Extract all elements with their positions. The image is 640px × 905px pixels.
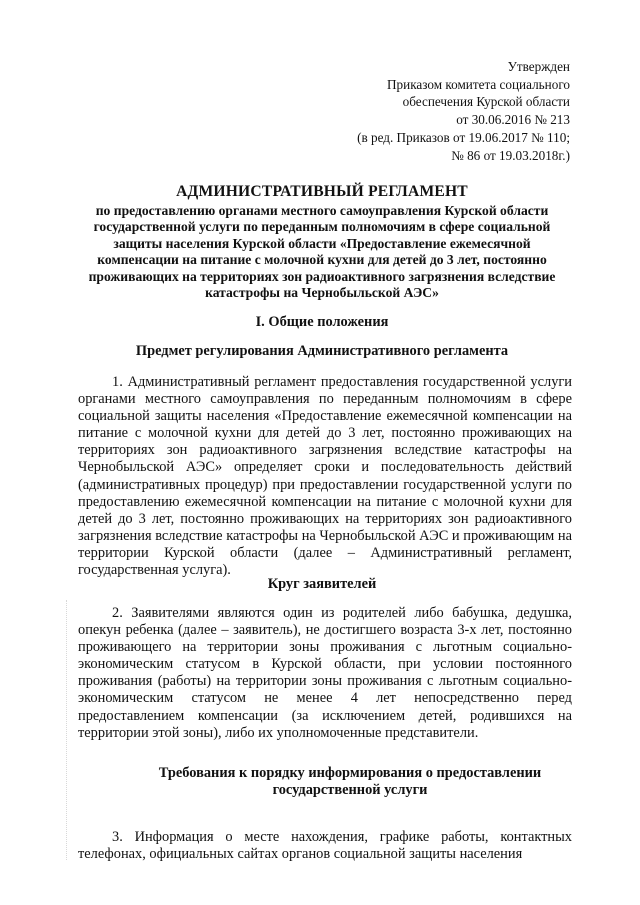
applicants-heading: Круг заявителей	[267, 576, 377, 592]
document-title-block	[78, 182, 566, 301]
scan-margin-artifact	[66, 600, 69, 860]
approval-line: Утвержден	[507, 59, 570, 74]
approval-line: обеспечения Курской области	[402, 94, 570, 110]
paragraph-2: 2. Заявителями являются один из родителей либо бабушка, дедушка, опекун ребенка (далее – заявитель), не достигшего возраста 3-х лет, постоянно проживающего на территории зоны проживания с льготным социально-экономическим статусом в Курской области, при условии постоянного проживания (работы) на территории зоны проживания с льготным социально-экономическим статусом не менее 4 лет непосредственно перед предоставлением компенсации (за исключением детей, родившихся на территории этой зоны), либо их уполномоченные представители.	[78, 605, 572, 741]
document-title: АДМИНИСТРАТИВНЫЙ РЕГЛАМЕНТ	[176, 183, 468, 200]
section-heading-general: I. Общие положения	[255, 314, 389, 330]
approval-line: Приказом комитета социального	[387, 76, 570, 92]
subject-heading: Предмет регулирования Административного регламента	[135, 343, 509, 359]
approval-line: от 30.06.2016 № 213	[456, 112, 570, 128]
paragraph-3: 3. Информация о месте нахождения, графике работы, контактных телефонах, официальных сайтах органов социальной защиты населения	[78, 829, 572, 863]
document-subtitle: по предоставлению органами местного самоуправления Курской области государственной услуги по переданным полномочиям в сфере социальной защиты населения Курской области «Предоставление ежемесячной компенсации на питание с молочной кухни для детей до 3 лет, постоянно проживающих на территориях зон радиоактивного загрязнения вследствие катастрофы на Чернобыльской АЭС»	[88, 203, 556, 301]
approval-line: № 86 от 19.03.2018г.)	[451, 147, 570, 163]
paragraph-1: 1. Административный регламент предоставления государственной услуги органами местного самоуправления по переданным полномочиям в сфере социальной защиты населения «Предоставление ежемесячной компенсации на питание с молочной кухни для детей до 3 лет, постоянно проживающих на территориях зон радиоактивного загрязнения вследствие катастрофы на Чернобыльской АЭС» определяет сроки и последовательность действий (административных процедур) при предоставлении государственной услуги по предоставлению ежемесячной компенсации на питание с молочной кухни для детей до 3 лет, постоянно проживающих на территориях зон радиоактивного загрязнения вследствие катастрофы на Чернобыльской АЭС и проживающим на территории Курской области (далее – Административный регламент, государственная услуга).	[78, 374, 572, 579]
approval-stamp	[270, 58, 570, 164]
approval-line: (в ред. Приказов от 19.06.2017 № 110;	[357, 129, 570, 145]
requirements-heading: Требования к порядку информирования о предоставлении государственной услуги	[158, 765, 542, 798]
